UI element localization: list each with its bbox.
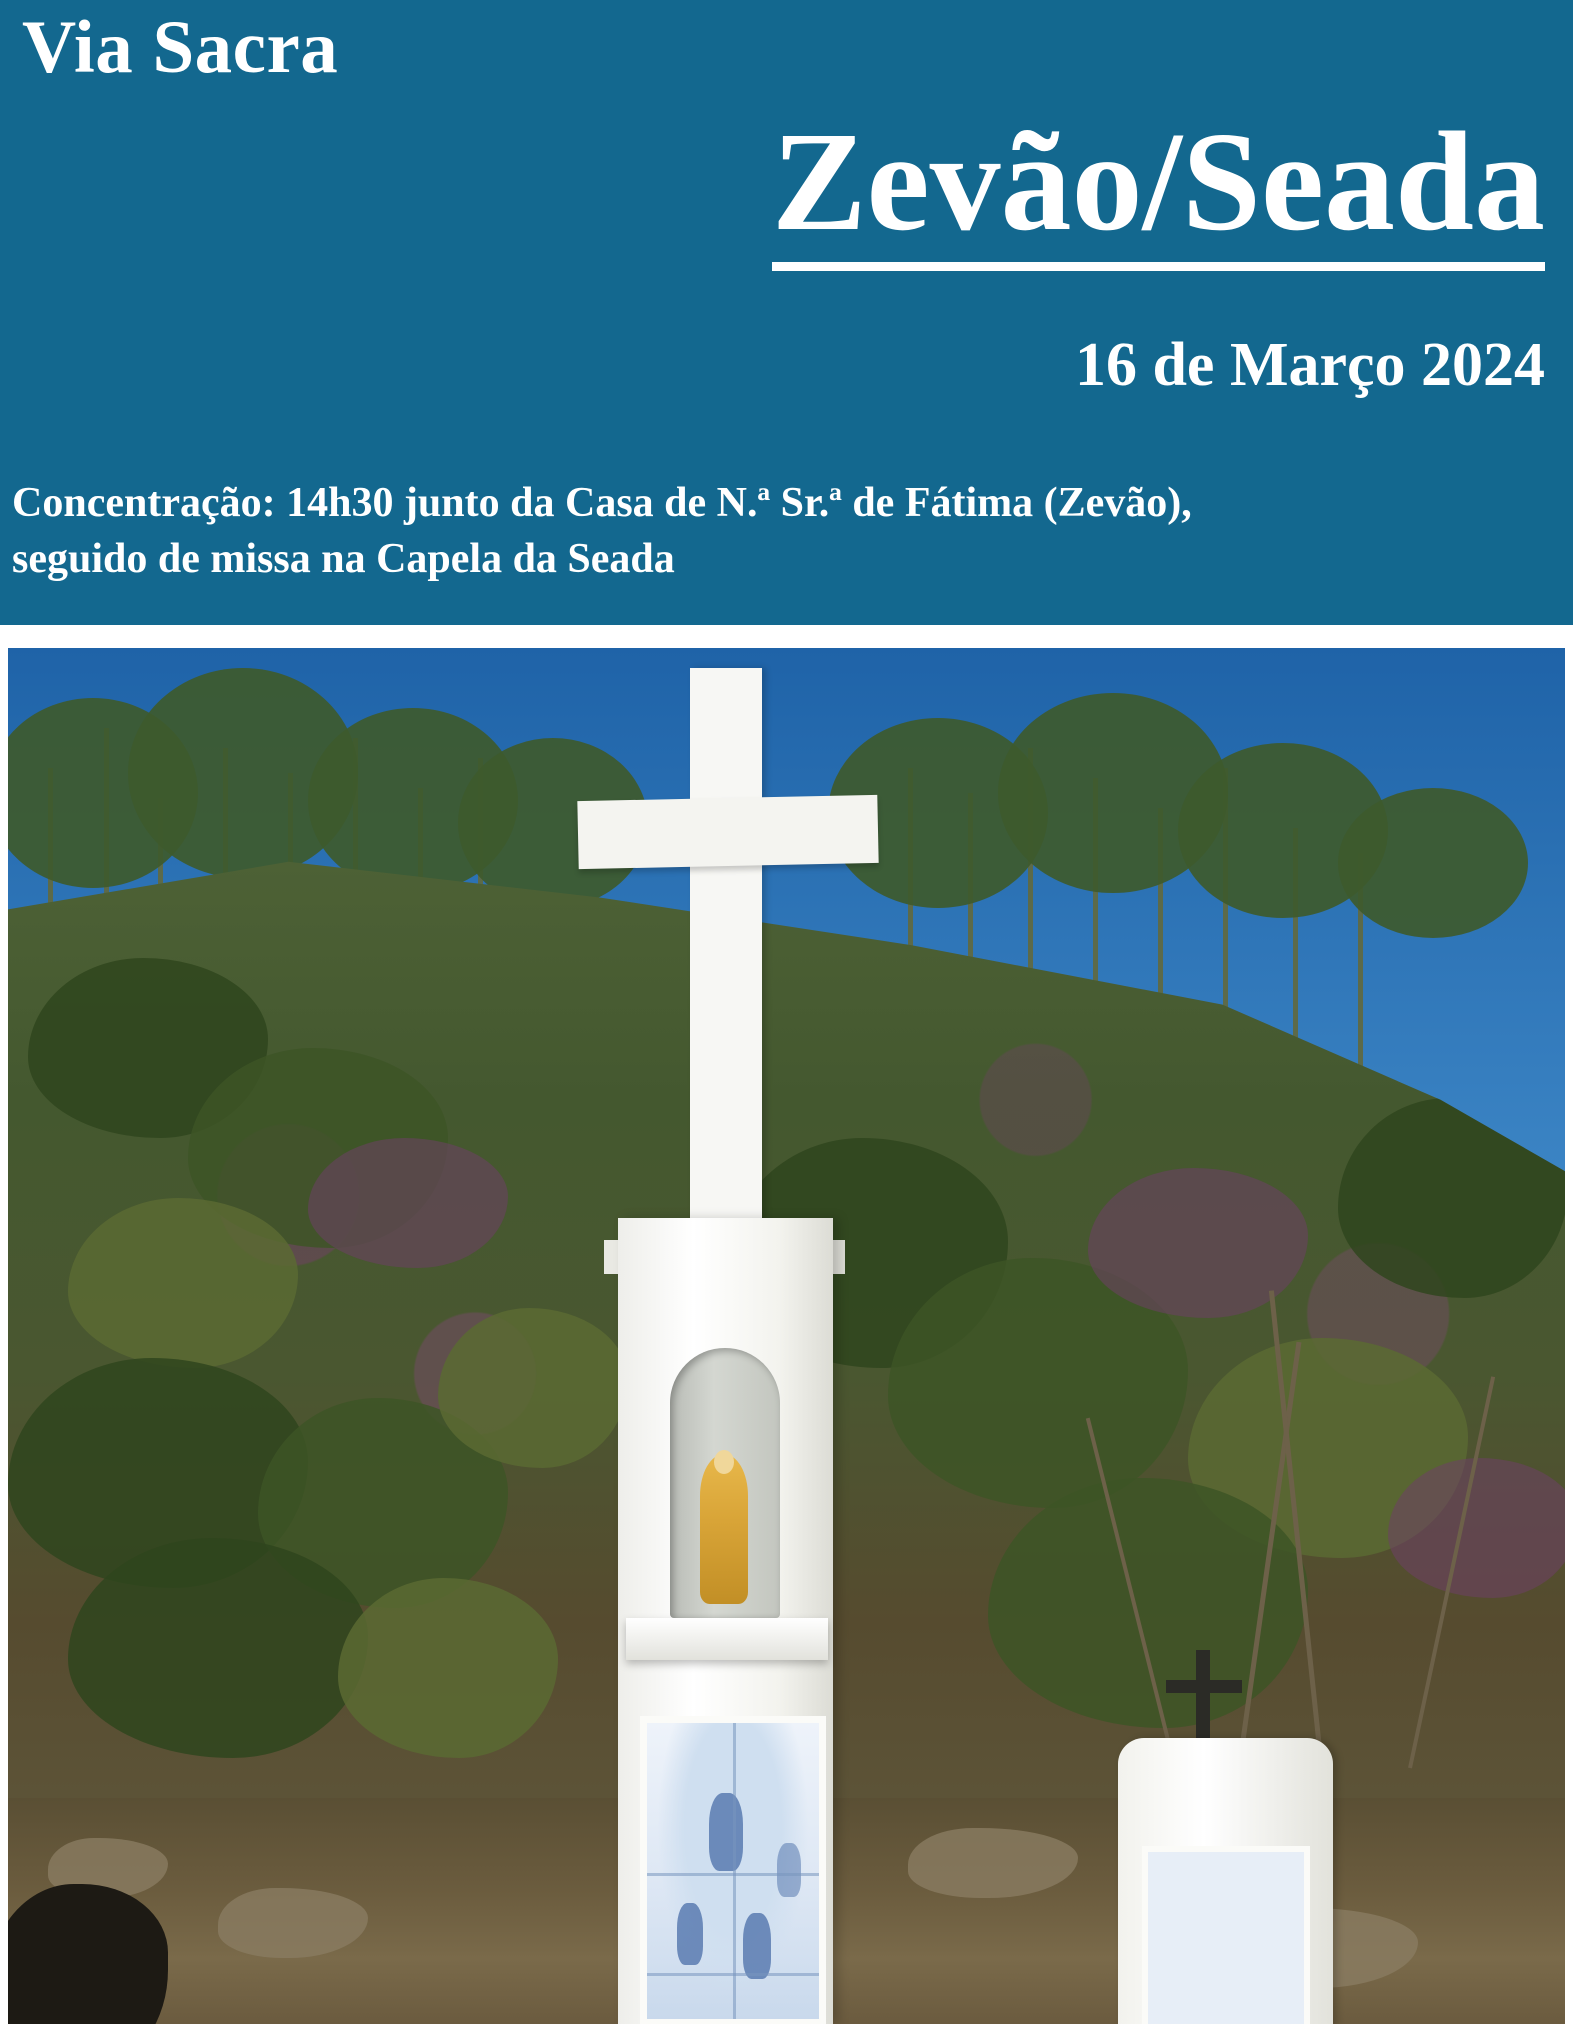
station-body [1118,1738,1333,2024]
poster-subtitle [12,475,1532,587]
poster-date: 16 de Março 2024 [1074,331,1545,399]
poster-photo [8,648,1565,2024]
station-cross-vertical [1196,1650,1210,1750]
niche-ledge [626,1618,828,1660]
azulejo-tile-panel [640,1716,826,2024]
statue-head [714,1450,734,1474]
poster-title-text: Zevão/Seada [772,102,1545,271]
station-azulejo-panel [1142,1846,1310,2024]
foreground-shadow [8,1884,168,2024]
poster-subtitle-line-1: Concentração: 14h30 junto da Casa de N.ª Sr.ª de Fátima (Zevão), [12,480,1192,526]
second-station [1118,1698,1333,2024]
cross-horizontal-beam [577,795,878,869]
poster-kicker: Via Sacra [22,6,339,89]
header-photo-divider [0,625,1573,648]
fatima-statue [700,1454,748,1604]
poster-header [0,0,1573,625]
poster-title [0,102,1545,260]
station-cross-horizontal [1166,1680,1242,1693]
main-cross-monument [568,658,888,2024]
cross-vertical-beam [690,668,762,1258]
niche [670,1348,780,1618]
poster-subtitle-line-2: seguido de missa na Capela da Seada [12,536,675,582]
